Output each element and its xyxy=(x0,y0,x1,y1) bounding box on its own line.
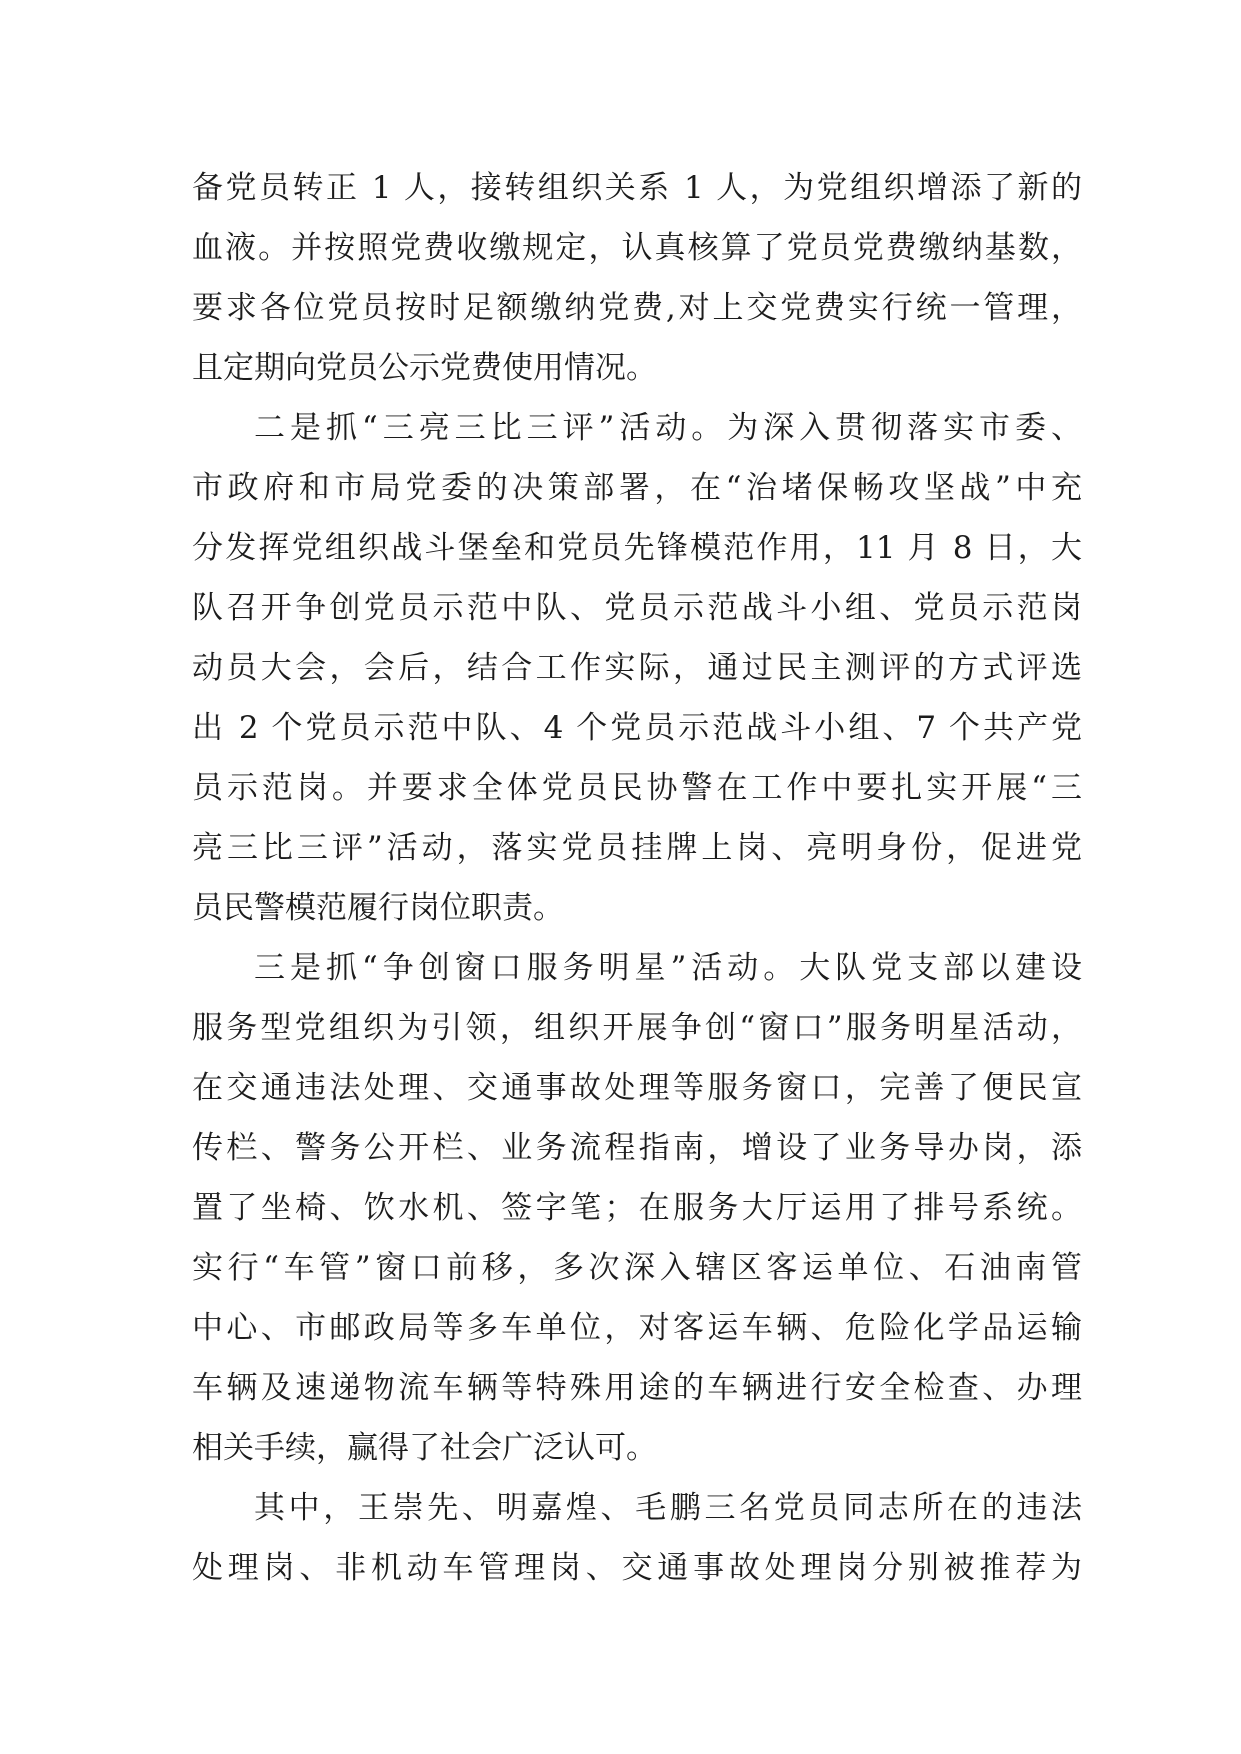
text-line: 传栏、警务公开栏、业务流程指南，增设了业务导办岗，添 xyxy=(192,1130,1082,1166)
text-line: 分发挥党组织战斗堡垒和党员先锋模范作用，11 月 8 日，大 xyxy=(192,530,1082,566)
text-line: 备党员转正 1 人，接转组织关系 1 人，为党组织增添了新的 xyxy=(192,170,1082,206)
text-line: 亮三比三评”活动，落实党员挂牌上岗、亮明身份，促进党 xyxy=(192,830,1082,866)
text-line: 相关手续，赢得了社会广泛认可。 xyxy=(192,1430,657,1466)
text-line: 要求各位党员按时足额缴纳党费,对上交党费实行统一管理， xyxy=(192,290,1082,326)
text-line: 员民警模范履行岗位职责。 xyxy=(192,890,564,926)
text-line: 血液。并按照党费收缴规定，认真核算了党员党费缴纳基数， xyxy=(192,230,1082,266)
text-line: 其中，王崇先、明嘉煌、毛鹏三名党员同志所在的违法 xyxy=(254,1490,1082,1526)
text-line: 三是抓“争创窗口服务明星”活动。大队党支部以建设 xyxy=(254,950,1082,986)
text-line: 二是抓“三亮三比三评”活动。为深入贯彻落实市委、 xyxy=(254,410,1082,446)
text-line: 员示范岗。并要求全体党员民协警在工作中要扎实开展“三 xyxy=(192,770,1082,806)
text-line: 市政府和市局党委的决策部署，在“治堵保畅攻坚战”中充 xyxy=(192,470,1082,506)
text-line: 出 2 个党员示范中队、4 个党员示范战斗小组、7 个共产党 xyxy=(192,710,1082,746)
text-line: 置了坐椅、饮水机、签字笔；在服务大厅运用了排号系统。 xyxy=(192,1190,1082,1226)
text-line: 车辆及速递物流车辆等特殊用途的车辆进行安全检查、办理 xyxy=(192,1370,1082,1406)
text-line: 实行“车管”窗口前移，多次深入辖区客运单位、石油南管 xyxy=(192,1250,1082,1286)
body-text xyxy=(192,158,1082,1598)
text-line: 动员大会，会后，结合工作实际，通过民主测评的方式评选 xyxy=(192,650,1082,686)
text-line: 服务型党组织为引领，组织开展争创“窗口”服务明星活动， xyxy=(192,1010,1082,1046)
text-line: 且定期向党员公示党费使用情况。 xyxy=(192,350,657,386)
text-line: 处理岗、非机动车管理岗、交通事故处理岗分别被推荐为 xyxy=(192,1550,1082,1586)
text-line: 队召开争创党员示范中队、党员示范战斗小组、党员示范岗 xyxy=(192,590,1082,626)
text-line: 中心、市邮政局等多车单位，对客运车辆、危险化学品运输 xyxy=(192,1310,1082,1346)
text-line: 在交通违法处理、交通事故处理等服务窗口，完善了便民宣 xyxy=(192,1070,1082,1106)
